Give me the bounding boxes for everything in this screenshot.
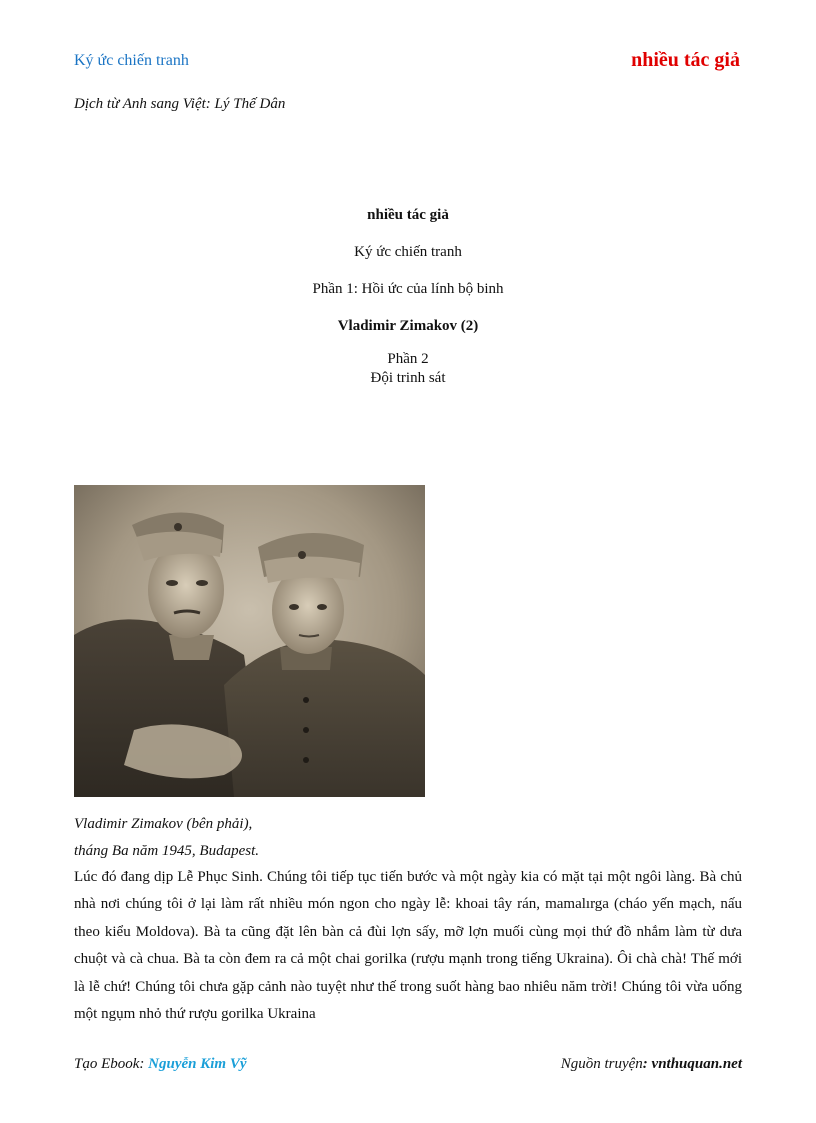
ebook-creator-name: Nguyễn Kim Vỹ bbox=[148, 1056, 247, 1072]
title-sub-title: Đội trinh sát bbox=[370, 370, 446, 386]
caption-line-1: Vladimir Zimakov (bên phải), bbox=[74, 816, 253, 832]
ebook-separator: : bbox=[139, 1056, 149, 1072]
photo-two-soldiers bbox=[74, 485, 425, 797]
header-author: nhiều tác giả bbox=[631, 49, 740, 71]
translator-credit: Dịch từ Anh sang Việt: Lý Thế Dân bbox=[74, 96, 286, 112]
body-paragraph: Lúc đó đang dịp Lễ Phục Sinh. Chúng tôi tiếp tục tiến bước và một ngày kia có mặt tại một ngôi làng. Bà chủ nhà nơi chúng tôi ở lại làm rất nhiều món ngon cho ngày lễ: khoai tây rán, mamalırga (cháo yến mạch, nấu theo kiểu Moldova). Bà ta cũng đặt lên bàn cả đùi lợn sấy, mỡ lợn muối cùng mọi thứ đồ nhắm làm từ dưa chuột và cà chua. Bà ta còn đem ra cả một chai gorilka (rượu mạnh trong tiếng Ukraina). Ôi chà chà! Thế mới là lễ chứ! Chúng tôi chưa gặp cảnh nào tuyệt như thế trong suốt hàng bao nhiêu năm trời! Chúng tôi vừa uống một ngụm nhỏ thứ rượu gorilka Ukraina bbox=[74, 869, 742, 1023]
title-block bbox=[0, 206, 816, 388]
title-part: Phần 1: Hồi ức của lính bộ binh bbox=[312, 281, 504, 297]
ebook-label: Tạo Ebook bbox=[74, 1056, 140, 1072]
caption-line-2: tháng Ba năm 1945, Budapest. bbox=[74, 843, 259, 859]
header-book-title: Ký ức chiến tranh bbox=[74, 52, 189, 69]
title-chapter: Vladimir Zimakov (2) bbox=[337, 318, 479, 334]
source-label: Nguồn truyện bbox=[560, 1056, 643, 1072]
photo-caption bbox=[74, 811, 259, 865]
footer-source-credit bbox=[561, 1056, 742, 1073]
title-sub-part: Phần 2 bbox=[387, 351, 429, 367]
source-site: vnthuquan.net bbox=[651, 1056, 742, 1072]
footer-ebook-credit bbox=[74, 1056, 247, 1073]
title-author: nhiều tác giả bbox=[367, 207, 449, 223]
title-book: Ký ức chiến tranh bbox=[354, 244, 462, 260]
source-separator: : bbox=[642, 1056, 652, 1072]
